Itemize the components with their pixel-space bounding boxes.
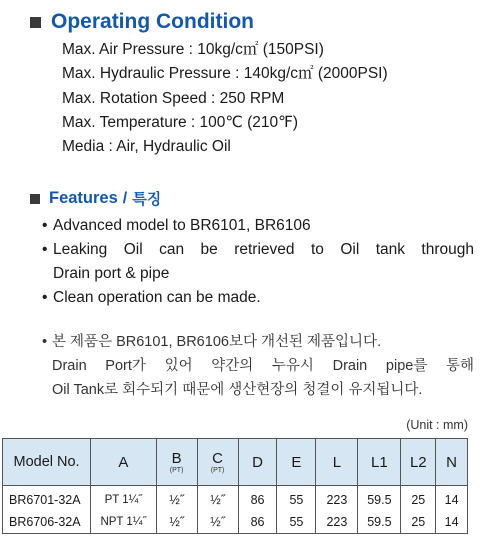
square-bullet-icon [30, 194, 40, 204]
header-model-no: Model No. [3, 439, 91, 486]
features-korean [42, 330, 474, 402]
cell-e: 55 [277, 486, 316, 512]
features-title-korean: 특징 [132, 191, 162, 208]
cell-l1: 59.5 [358, 511, 401, 534]
cell-a: NPT 1¼˝ [91, 511, 157, 534]
feature-item [42, 238, 474, 262]
features-title-separator: / [122, 189, 128, 207]
korean-line: 본 제품은 BR6101, BR6106보다 개선된 제품입니다. [52, 334, 382, 350]
header-e: E [277, 439, 316, 486]
cell-d: 86 [238, 511, 277, 534]
table-row [3, 511, 468, 534]
cell-model: BR6706-32A [3, 511, 91, 534]
korean-line: Drain Port가 있어 약간의 누유시 Drain pipe를 통해 [52, 358, 474, 374]
header-l2: L2 [401, 439, 436, 486]
feature-item [42, 286, 474, 310]
cell-c: ½˝ [197, 486, 238, 512]
operating-line-hydraulic-pressure: Max. Hydraulic Pressure : 140kg/c㎡ (2000PSI) [62, 65, 388, 83]
cell-n: 14 [436, 511, 468, 534]
features-title: Features [49, 189, 118, 207]
operating-condition-title: Operating Condition [51, 10, 254, 33]
spec-table [2, 438, 468, 534]
korean-line: Oil Tank로 회수되기 때문에 생산현장의 청결이 유지됩니다. [52, 382, 423, 398]
feature-text: Leaking Oil can be retrieved to Oil tank through [53, 241, 474, 258]
cell-d: 86 [238, 486, 277, 512]
cell-l2: 25 [401, 511, 436, 534]
header-n: N [436, 439, 468, 486]
cell-e: 55 [277, 511, 316, 534]
unit-label: (Unit : mm) [406, 418, 468, 432]
bullet-dot: • [42, 217, 48, 234]
table-row [3, 486, 468, 512]
header-l1: L1 [358, 439, 401, 486]
operating-condition-list [62, 38, 388, 159]
feature-text: Advanced model to BR6101, BR6106 [53, 217, 311, 234]
header-b-sub: (PT) [169, 466, 184, 474]
operating-condition-heading [30, 10, 254, 34]
feature-text: Drain port & pipe [53, 265, 170, 282]
cell-c: ½˝ [197, 511, 238, 534]
header-b: B (PT) [156, 439, 197, 486]
cell-l: 223 [316, 486, 358, 512]
operating-line-temperature: Max. Temperature : 100℃ (210℉) [62, 113, 299, 131]
cell-a: PT 1¼˝ [91, 486, 157, 512]
cell-model: BR6701-32A [3, 486, 91, 512]
cell-l1: 59.5 [358, 486, 401, 512]
operating-line-media: Media : Air, Hydraulic Oil [62, 138, 231, 156]
bullet-dot: • [42, 241, 48, 258]
table-header-row [3, 439, 468, 486]
features-heading [30, 188, 161, 209]
cell-l: 223 [316, 511, 358, 534]
bullet-dot: • [42, 334, 48, 350]
bullet-dot: • [42, 289, 48, 306]
cell-l2: 25 [401, 486, 436, 512]
features-list [42, 214, 474, 310]
feature-text: Clean operation can be made. [53, 289, 261, 306]
square-bullet-icon [30, 17, 41, 28]
feature-item-continuation [42, 262, 474, 286]
header-c: C (PT) [197, 439, 238, 486]
operating-line-rotation-speed: Max. Rotation Speed : 250 RPM [62, 89, 285, 107]
header-l: L [316, 439, 358, 486]
cell-n: 14 [436, 486, 468, 512]
header-a: A [91, 439, 157, 486]
header-d: D [238, 439, 277, 486]
operating-line-air-pressure: Max. Air Pressure : 10kg/c㎡ (150PSI) [62, 41, 324, 58]
cell-b: ½˝ [156, 486, 197, 512]
cell-b: ½˝ [156, 511, 197, 534]
korean-feature-item [42, 330, 474, 354]
header-c-sub: (PT) [210, 466, 225, 474]
feature-item [42, 214, 474, 238]
